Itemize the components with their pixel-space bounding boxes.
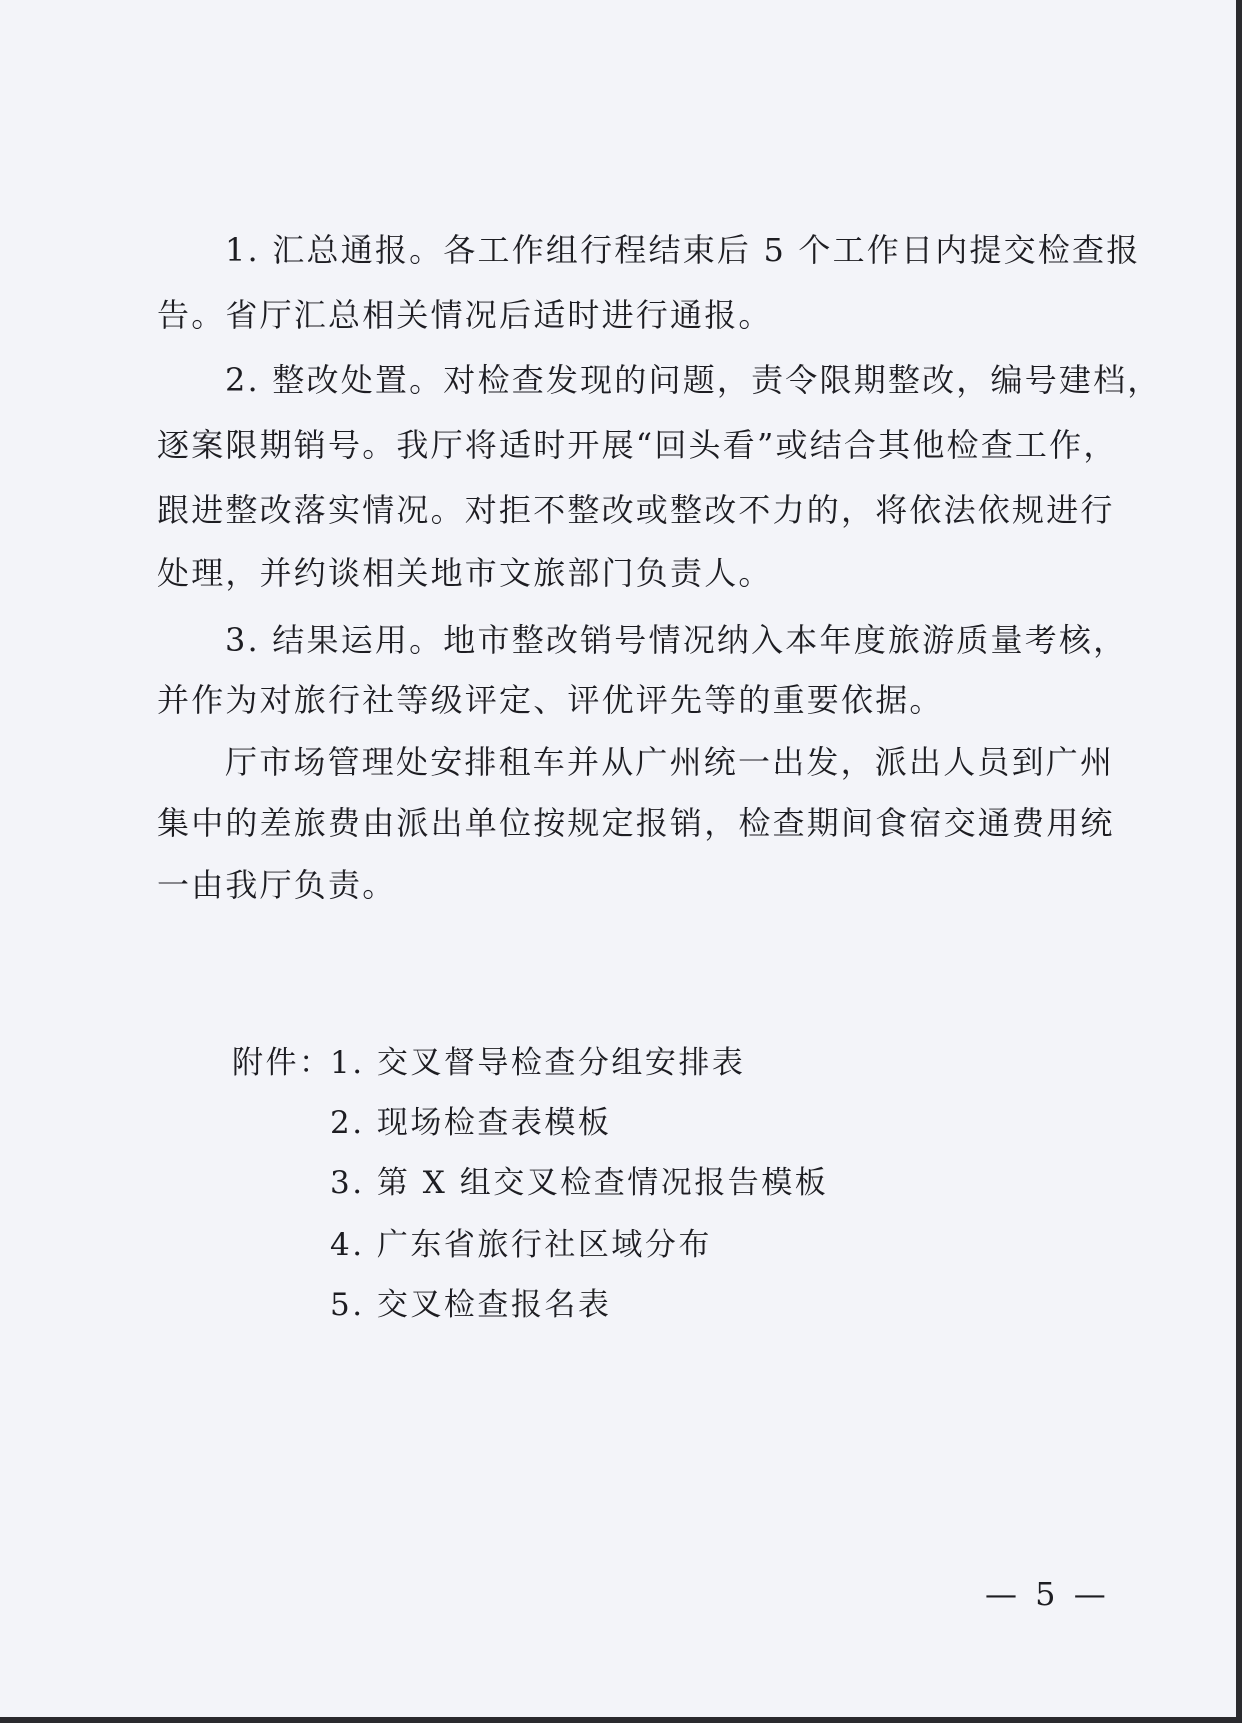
attachment-item: 2. 现场检查表模板 bbox=[330, 1105, 612, 1141]
attachments-label: 附件： bbox=[232, 1045, 333, 1081]
scan-edge-right bbox=[1236, 0, 1242, 1723]
paragraph-1-line-1: 1. 汇总通报。各工作组行程结束后 5 个工作日内提交检查报 bbox=[225, 231, 1141, 269]
paragraph-3-line-1: 3. 结果运用。地市整改销号情况纳入本年度旅游质量考核， bbox=[225, 621, 1128, 659]
page-number: — 5 — bbox=[985, 1575, 1110, 1613]
scan-edge-bottom bbox=[0, 1717, 1242, 1723]
attachment-item: 1. 交叉督导检查分组安排表 bbox=[330, 1045, 746, 1081]
attachment-item: 5. 交叉检查报名表 bbox=[330, 1287, 612, 1323]
paragraph-4-line-3: 一由我厅负责。 bbox=[157, 866, 397, 904]
attachment-item: 3. 第 X 组交叉检查情况报告模板 bbox=[330, 1165, 829, 1201]
paragraph-3-line-2: 并作为对旅行社等级评定、评优评先等的重要依据。 bbox=[157, 681, 944, 719]
paragraph-2-line-3: 跟进整改落实情况。对拒不整改或整改不力的，将依法依规进行 bbox=[157, 491, 1115, 529]
paragraph-4-line-2: 集中的差旅费由派出单位按规定报销，检查期间食宿交通费用统 bbox=[157, 804, 1115, 842]
paragraph-2-line-2: 逐案限期销号。我厅将适时开展“回头看”或结合其他检查工作， bbox=[157, 426, 1118, 464]
paragraph-2-line-4: 处理，并约谈相关地市文旅部门负责人。 bbox=[157, 554, 773, 592]
paragraph-2-line-1: 2. 整改处置。对检查发现的问题，责令限期整改，编号建档， bbox=[225, 361, 1162, 399]
attachment-item: 4. 广东省旅行社区域分布 bbox=[330, 1227, 712, 1263]
paragraph-1-line-2: 告。省厅汇总相关情况后适时进行通报。 bbox=[157, 296, 773, 334]
paragraph-4-line-1: 厅市场管理处安排租车并从广州统一出发，派出人员到广州 bbox=[225, 743, 1115, 781]
